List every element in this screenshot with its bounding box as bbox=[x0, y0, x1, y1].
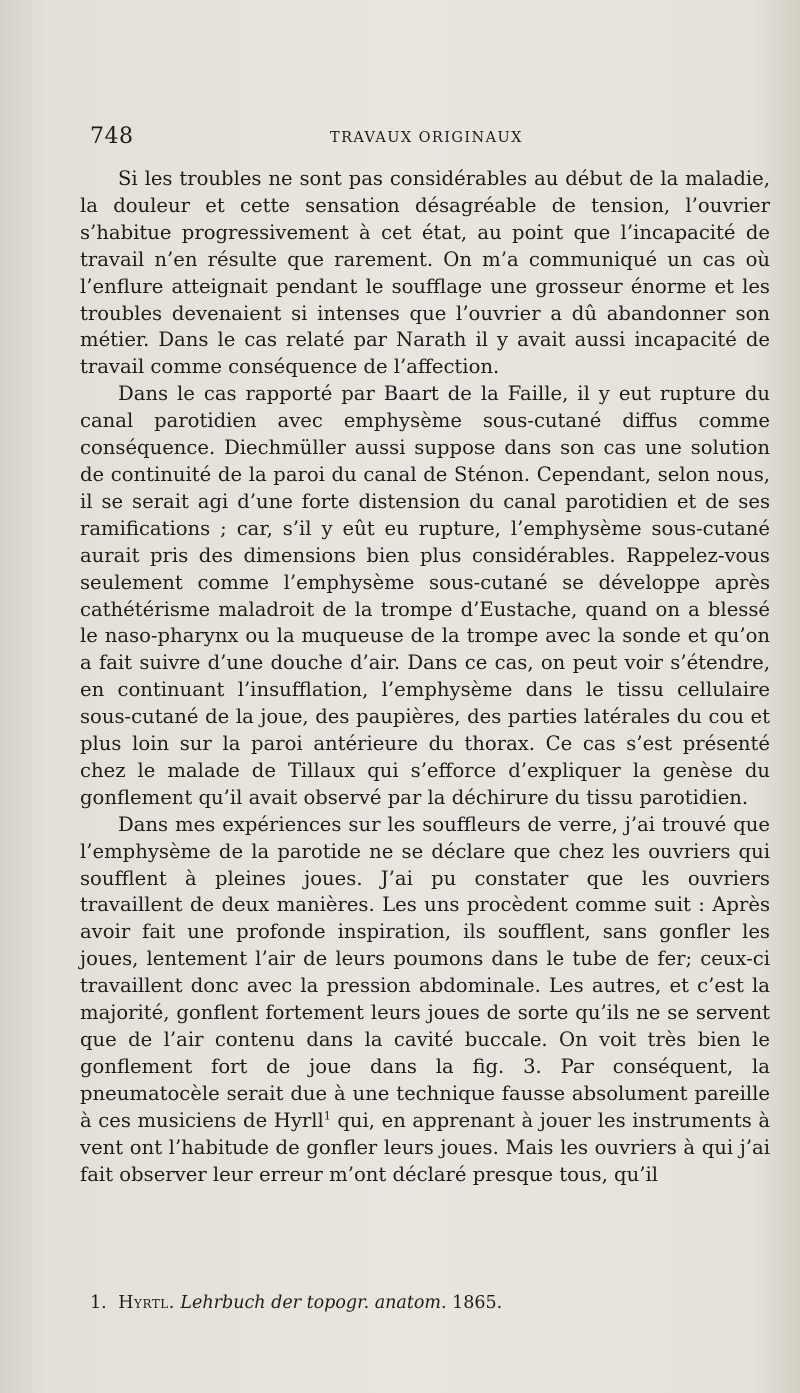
paragraph-3-text: Dans mes expériences sur les souffleurs de verre, j’ai trouvé que l’emphysème de la parotide ne se déclare que chez les ouvriers qui soufflent à pleines joues. J’ai pu constater que les ouvriers travaillent de deux manières. Les uns procèdent comme suit : Après avoir fait une profonde inspiration, ils soufflent, sans gonfler les joues, lentement l’air de leurs poumons dans le tube de fer; ceux-ci travaillent donc avec la pression abdominale. Les autres, et c’est la majorité, gonflent fortement leurs joues de sorte qu’ils ne se servent que de l’air contenu dans la cavité buccale. On voit très bien le gonflement fort de joue dans la fig. 3. Par conséquent, la pneumatocèle serait due à une technique fausse absolument pareille à ces musiciens de Hyrll bbox=[80, 812, 770, 1132]
paragraph-2 bbox=[80, 381, 770, 812]
body-text bbox=[80, 166, 770, 1188]
footnote-author: Hyrtl. bbox=[118, 1293, 175, 1313]
footnote-reference[interactable]: 1 bbox=[323, 1109, 331, 1123]
paragraph-3-text-continued: qui, en apprenant à jouer les instruments à vent ont l’habitude de gonfler leurs joues. Mais les ouvriers à qui j’ai fait observer leur erreur m’ont déclaré presque tous, qu’il bbox=[80, 1108, 770, 1186]
page-number: 748 bbox=[90, 124, 134, 149]
running-header bbox=[0, 118, 800, 154]
paragraph-1 bbox=[80, 166, 770, 381]
paragraph-1-text: Si les troubles ne sont pas considérables au début de la maladie, la douleur et cette sensation désagréable de tension, l’ouvrier s’habitue progressivement à cet état, au point que l’incapacité de travail n’en résulte que rarement. On m’a communiqué un cas où l’enflure atteignait pendant le soufflage une grosseur énorme et les troubles devenaient si intenses que l’ouvrier a dû abandonner son métier. Dans le cas relaté par Narath il y avait aussi incapacité de travail comme conséquence de l’affection. bbox=[80, 167, 770, 379]
footnote-year: 1865. bbox=[452, 1293, 503, 1313]
footnote-number: 1. bbox=[90, 1293, 107, 1313]
paragraph-2-text: Dans le cas rapporté par Baart de la Faille, il y eut rupture du canal parotidien avec emphysème sous-cutané diffus comme conséquence. Diechmüller aussi suppose dans son cas une solution de continuité de la paroi du canal de Sténon. Cependant, selon nous, il se serait agi d’une forte distension du canal parotidien et de ses ramifications ; car, s’il y eût eu rupture, l’emphysème sous-cutané aurait pris des dimensions bien plus considérables. Rappelez-vous seulement comme l’emphysème sous-cutané se développe après cathétérisme maladroit de la trompe d’Eustache, quand on a blessé le naso-pharynx ou la muqueuse de la trompe avec la sonde et qu’on a fait suivre d’une douche d’air. Dans ce cas, on peut voir s’étendre, en continuant l’insufflation, l’emphysème dans le tissu cellulaire sous-cutané de la joue, des paupières, des parties latérales du cou et plus loin sur la paroi antérieure du thorax. Ce cas s’est présenté chez le malade de Tillaux qui s’efforce d’expliquer la genèse du gonflement qu’il avait observé par la déchirure du tissu parotidien. bbox=[80, 382, 770, 809]
paragraph-3 bbox=[80, 812, 770, 1189]
footnote bbox=[90, 1291, 770, 1315]
footnote-title: Lehrbuch der topogr. anatom. bbox=[180, 1293, 447, 1313]
running-title: TRAVAUX ORIGINAUX bbox=[330, 130, 523, 146]
